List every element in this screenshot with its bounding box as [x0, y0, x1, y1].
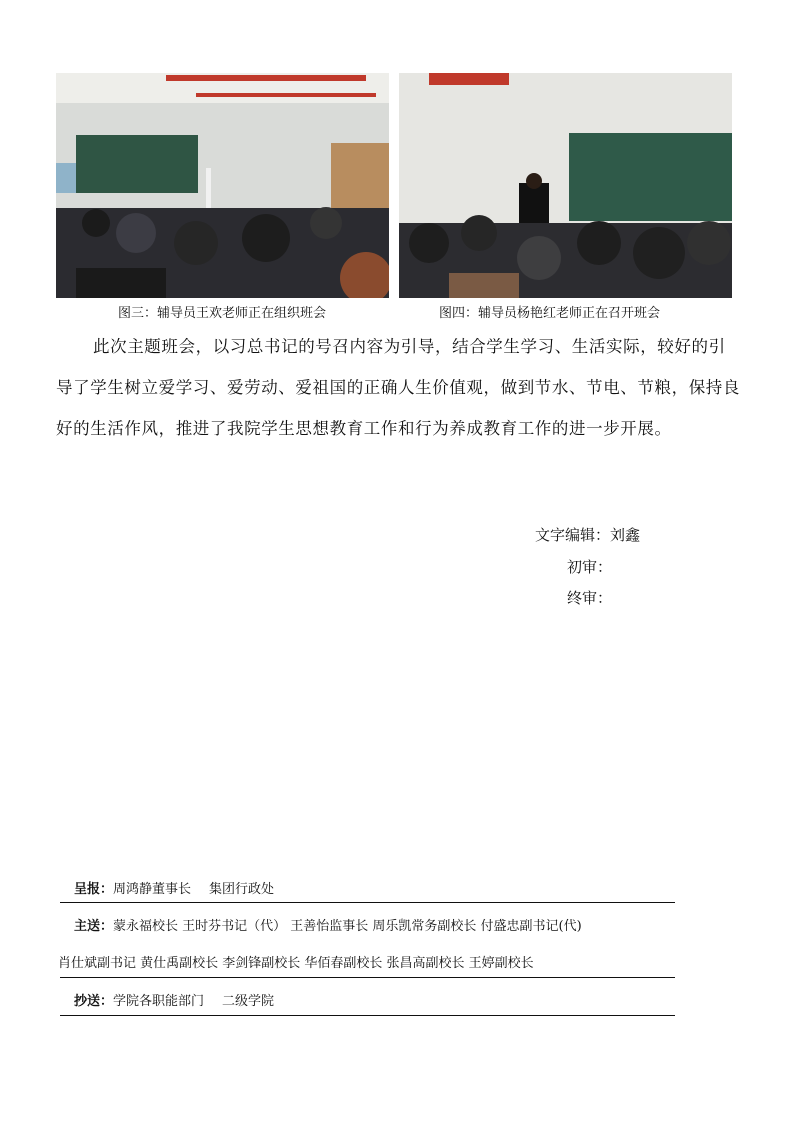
report-recipient-2: 集团行政处: [209, 882, 275, 897]
divider-line: [60, 902, 675, 903]
copy-recipient: 学院各职能部门: [113, 994, 205, 1009]
text-editor-line: 文字编辑：刘鑫: [535, 526, 641, 544]
body-paragraph: 此次主题班会，以习总书记的号召内容为引导，结合学生学习、生活实际，较好的引导了学生树立爱学习、爱劳动、爱祖国的正确人生价值观，做到节水、节电、节粮，保持良好的生活作风，推进了我院学生思想教育工作和行为养成教育工作的进一步开展。: [56, 337, 740, 438]
first-review-line: 初审：: [567, 558, 613, 576]
copy-line: [74, 990, 274, 1009]
final-review-line: 终审：: [567, 589, 613, 607]
report-label: 呈报：: [74, 882, 114, 897]
photo-caption-1: 图三：辅导员王欢老师正在组织班会: [118, 306, 327, 321]
report-recipient: 周鸿静董事长: [113, 882, 192, 897]
main-recipients-line-2: 肖仕斌副书记 黄仕禹副校长 李剑锋副校长 华佰春副校长 张昌高副校长 王婷副校长: [58, 956, 534, 971]
main-recipients-line: [74, 915, 582, 934]
classroom-photo-1: [56, 73, 389, 298]
main-recipients: 蒙永福校长 王时芬书记（代） 王善怡监事长 周乐凯常务副校长 付盛忠副书记(代): [113, 919, 582, 934]
classroom-photo-2: [399, 73, 732, 298]
divider-line: [60, 977, 675, 978]
divider-line: [60, 1015, 675, 1016]
main-label: 主送：: [74, 919, 114, 934]
report-line: [74, 878, 274, 897]
copy-recipient-2: 二级学院: [222, 994, 275, 1009]
copy-label: 抄送：: [74, 994, 114, 1009]
photo-caption-2: 图四：辅导员杨艳红老师正在召开班会: [439, 306, 661, 321]
